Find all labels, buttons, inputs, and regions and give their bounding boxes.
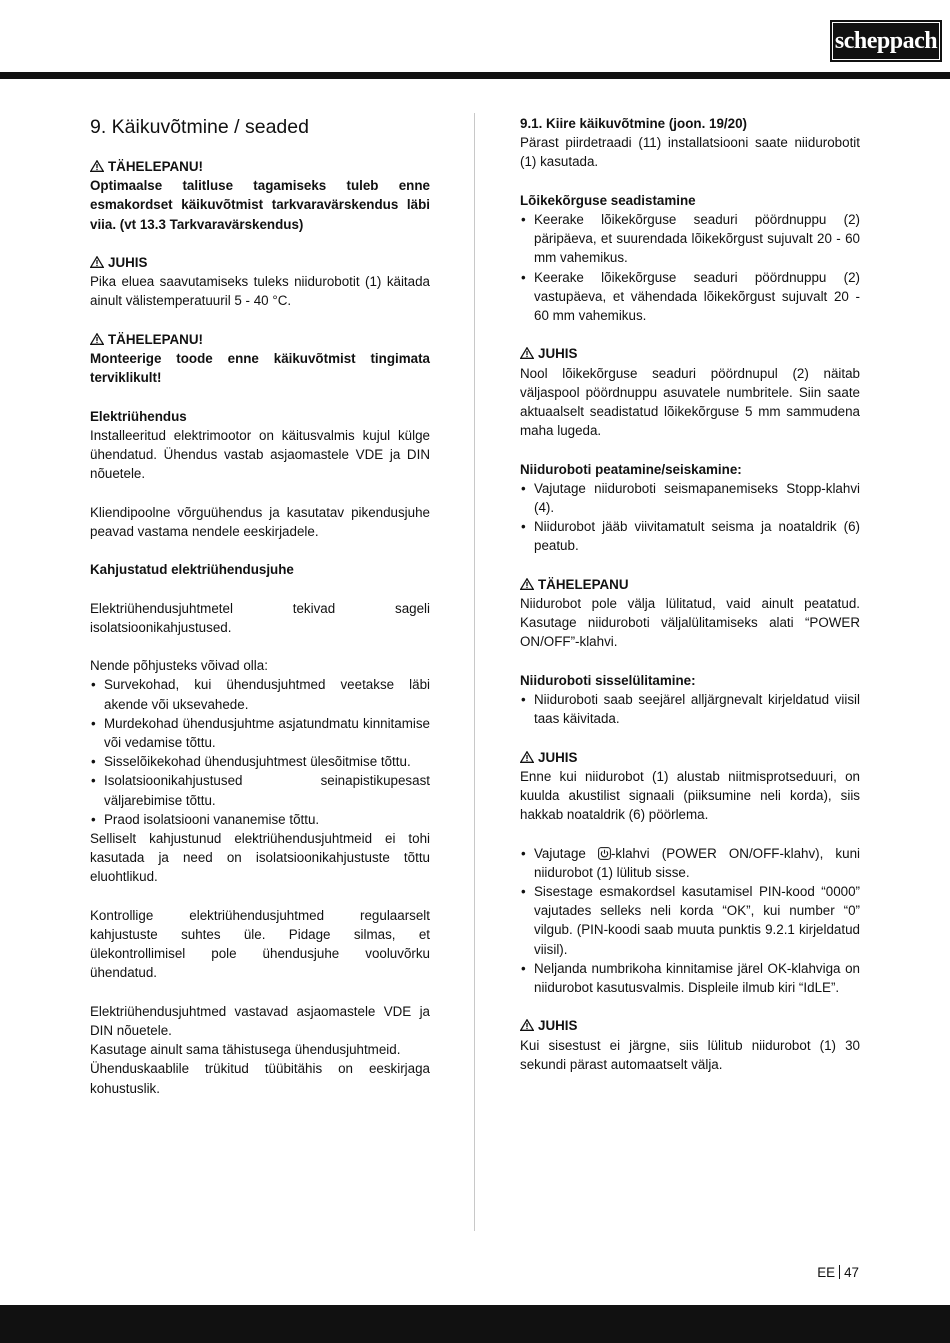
power-icon (598, 846, 611, 859)
list-item: • Praod isolatsiooni vananemise tõttu. (90, 810, 430, 829)
warning-heading: TÄHELEPANU! (90, 330, 430, 349)
list-item: • Keerake lõikekõrguse seaduri pöördnuppu (2) vastupäeva, et vähendada lõikekõrgust sujuvalt 20 - 60 mm vahemikus. (520, 268, 860, 326)
note-heading: JUHIS (520, 1016, 860, 1035)
steps-list (520, 844, 860, 998)
list-item: • Sisestage esmakordsel kasutamisel PIN-kood “0000” vajutades selleks neli korda “OK”, kui number “0” vilgub. (PIN-koodi saab muuta punktis 9.2.1 kirjeldatud viisil). (520, 882, 860, 959)
list-item: • Survekohad, kui ühendusjuhtmed veetakse läbi akende või uksevahede. (90, 675, 430, 713)
warning-icon (90, 333, 104, 345)
note-heading: JUHIS (520, 748, 860, 767)
right-column (520, 114, 860, 1074)
list-item: • Murdekohad ühendusjuhtme asjatundmatu kinnitamise või vedamise tõttu. (90, 714, 430, 752)
list-item: • Isolatsioonikahjustused seinapistikupesast väljarebimise tõttu. (90, 771, 430, 809)
final-text: Ühenduskaablile trükitud tüübitähis on eeskirjaga kohustuslik. (90, 1061, 430, 1096)
language-code: EE (817, 1265, 836, 1280)
warning-icon (520, 347, 534, 359)
height-list (520, 210, 860, 325)
list-item: • Keerake lõikekõrguse seaduri pöördnuppu (2) päripäeva, et suurendada lõikekõrgust sujuvalt 20 - 60 mm vahemikus. (520, 210, 860, 268)
page-number: 47 (844, 1265, 859, 1280)
on-list (520, 690, 860, 728)
list-item: • Neljanda numbrikoha kinnitamise järel OK-klahviga on niidurobot kasutusvalmis. Displeile ilmub kiri “IdLE”. (520, 959, 860, 997)
footer-separator (839, 1265, 840, 1279)
height-heading: Lõikekõrguse seadistamine (520, 192, 696, 208)
brand-logo: scheppach (830, 20, 942, 62)
warning-text: Optimaalse talitluse tagamiseks tuleb enne esmakordset käikuvõtmist tarkvaravärskendus läbi viia. (vt 13.3 Tarkvaravärskendus) (90, 178, 430, 232)
header-rule (0, 72, 950, 79)
list-item: • Sisselõikekohad ühendusjuhtmest ülesõitmise tõttu. (90, 752, 430, 771)
left-column (90, 114, 430, 1098)
stop-heading: Niiduroboti peatamine/seiskamine: (520, 461, 742, 477)
damaged-heading: Kahjustatud elektriühendusjuhe (90, 562, 294, 578)
list-item: • Vajutage niiduroboti seismapanemiseks Stopp-klahvi (4). (520, 479, 860, 517)
list-item: • Niiduroboti saab seejärel alljärgnevalt kirjeldatud viisil taas käivitada. (520, 690, 860, 728)
quick-text: Pärast piirdetraadi (11) installatsiooni saate niidurobotit (1) kasutada. (520, 135, 860, 170)
column-divider (474, 113, 475, 1231)
final-text: Elektriühendusjuhtmed vastavad asjaomastele VDE ja DIN nõuetele. (90, 1003, 430, 1038)
on-heading: Niiduroboti sisselülitamine: (520, 672, 696, 688)
causes-list (90, 675, 430, 829)
section-title: 9. Käikuvõtmine / seaded (90, 116, 309, 138)
causes-intro: Nende põhjusteks võivad olla: (90, 658, 268, 674)
warning-icon (520, 578, 534, 590)
note-text: Enne kui niidurobot (1) alustab niitmisprotseduuri, on kuulda akustilist signaali (piiksumine neli korda), siis hakkab noataldrik (6) pöörlema. (520, 768, 860, 823)
control-text: Kontrollige elektriühendusjuhtmed regulaarselt kahjustuste suhtes üle. Pidage silmas, et ülekontrollimisel pole ühendusjuhe vooluvõrku ühendatud. (90, 907, 430, 981)
warning-icon (90, 256, 104, 268)
page-footer (817, 1264, 859, 1282)
client-text: Kliendipoolne võrguühendus ja kasutatav pikendusjuhe peavad vastama nendele eeskirjadele. (90, 504, 430, 539)
final-text: Kasutage ainult sama tähistusega ühendusjuhtmeid. (90, 1042, 401, 1058)
elec-heading: Elektriühendus (90, 408, 187, 424)
warning-heading: TÄHELEPANU! (90, 157, 430, 176)
note-heading: JUHIS (90, 253, 430, 272)
warning-heading: TÄHELEPANU (520, 575, 860, 594)
elec-text: Installeeritud elektrimootor on käitusvalmis kujul külge ühendatud. Ühendus vastab asjaomastele VDE ja DIN nõuetele. (90, 427, 430, 482)
stop-list (520, 479, 860, 556)
damaged-text: Elektriühendusjuhtmetel tekivad sageli isolatsioonikahjustused. (90, 600, 430, 635)
warning-icon (520, 751, 534, 763)
warning-icon (520, 1019, 534, 1031)
footer-bar (0, 1305, 950, 1343)
note-text: Kui sisestust ei järgne, siis lülitub niidurobot (1) 30 sekundi pärast automaatselt välja. (520, 1037, 860, 1072)
warning-text: Monteerige toode enne käikuvõtmist tingimata terviklikult! (90, 351, 430, 386)
damaged-after: Selliselt kahjustunud elektriühendusjuhtmeid ei tohi kasutada ja need on isolatsioonikahjustuste tõttu eluohtlikud. (90, 831, 430, 885)
warning-icon (90, 160, 104, 172)
warning-text: Niidurobot pole välja lülitatud, vaid ainult peatatud. Kasutage niiduroboti väljalülitamiseks alati “POWER ON/OFF”-klahvi. (520, 596, 860, 650)
note-text: Nool lõikekõrguse seaduri pöördnupul (2) näitab väljaspool pöördnuppu asuvatele numbritele. Siin saate aktuaalselt seadistatud lõikekõrguse 5 mm sammudena maha lugeda. (520, 365, 860, 439)
list-item: • Niidurobot jääb viivitamatult seisma ja noataldrik (6) peatub. (520, 517, 860, 555)
note-heading: JUHIS (520, 344, 860, 363)
quick-heading: 9.1. Kiire käikuvõtmine (joon. 19/20) (520, 116, 747, 131)
list-item: • Vajutage -klahvi (POWER ON/OFF-klahv), kuni niidurobot (1) lülitub sisse. (520, 844, 860, 882)
note-text: Pika eluea saavutamiseks tuleks niidurobotit (1) käitada ainult välistemperatuuril 5 - 40 °C. (90, 274, 430, 309)
